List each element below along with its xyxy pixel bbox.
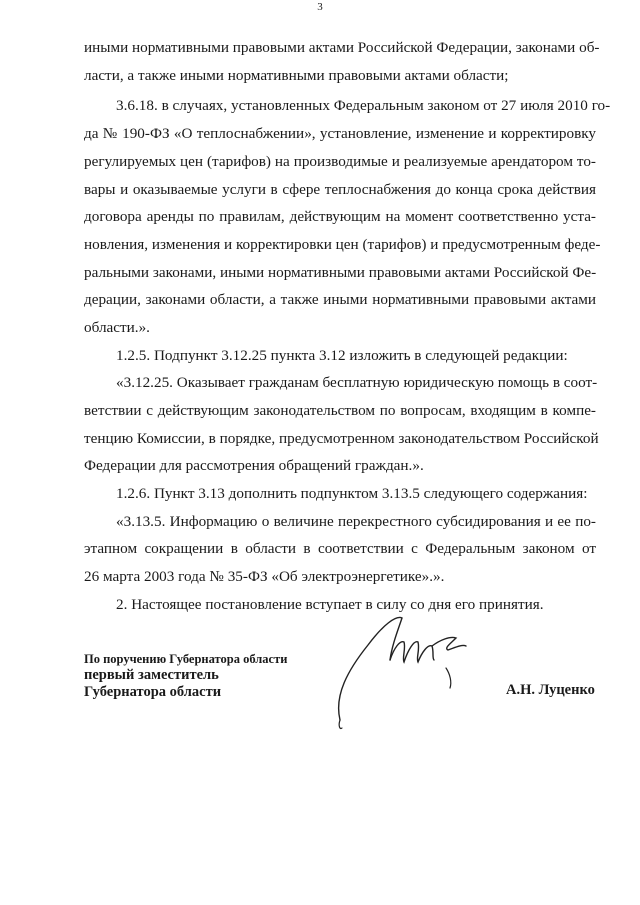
signature-block-line1: По поручению Губернатора области <box>84 652 288 666</box>
paragraph-line: области.». <box>84 319 150 336</box>
paragraph-line: ветствии с действующим законодательством по вопросам, входящим в компе- <box>84 402 596 419</box>
paragraph-line: ласти, а также иными нормативными правовыми актами области; <box>84 67 509 84</box>
paragraph-line: 1.2.5. Подпункт 3.12.25 пункта 3.12 изложить в следующей редакции: <box>116 347 568 364</box>
paragraph-line: 3.6.18. в случаях, установленных Федеральным законом от 27 июля 2010 го- <box>116 97 611 114</box>
paragraph-line: Федерации для рассмотрения обращений граждан.». <box>84 457 424 474</box>
paragraph-line: 2. Настоящее постановление вступает в силу со дня его принятия. <box>116 596 544 613</box>
paragraph-line: дерации, законами области, а также иными нормативными правовыми актами <box>84 291 596 308</box>
paragraph-line: иными нормативными правовыми актами Российской Федерации, законами об- <box>84 39 600 56</box>
signer-name: А.Н. Луценко <box>506 682 595 698</box>
paragraph-line: 26 марта 2003 года № 35-ФЗ «Об электроэнергетике».». <box>84 568 445 585</box>
signature-block-line3: Губернатора области <box>84 684 222 700</box>
page-number: 3 <box>317 1 323 13</box>
paragraph-line: тенцию Комиссии, в порядке, предусмотренном законодательством Российской <box>84 430 599 447</box>
paragraph-line: договора аренды по правилам, действующим на момент соответственно уста- <box>84 208 596 225</box>
paragraph-line: «3.12.25. Оказывает гражданам бесплатную юридическую помощь в соот- <box>116 374 598 391</box>
paragraph-line: ральными законами, иными нормативными правовыми актами Российской Фе- <box>84 264 597 281</box>
paragraph-line: «3.13.5. Информацию о величине перекрестного субсидирования и ее по- <box>116 513 596 530</box>
paragraph-line: новления, изменения и корректировки цен (тарифов) и предусмотренным феде- <box>84 236 601 253</box>
paragraph-line: этапном сокращении в области в соответствии с Федеральным законом от <box>84 540 596 557</box>
handwritten-signature <box>328 600 488 730</box>
paragraph-line: 1.2.6. Пункт 3.13 дополнить подпунктом 3.13.5 следующего содержания: <box>116 485 588 502</box>
paragraph-line: регулируемых цен (тарифов) на производимые и реализуемые арендатором то- <box>84 153 596 170</box>
paragraph-line: вары и оказываемые услуги в сфере теплоснабжения до конца срока действия <box>84 181 596 198</box>
paragraph-line: да № 190-ФЗ «О теплоснабжении», установление, изменение и корректировку <box>84 125 596 142</box>
signature-block-line2: первый заместитель <box>84 667 219 683</box>
